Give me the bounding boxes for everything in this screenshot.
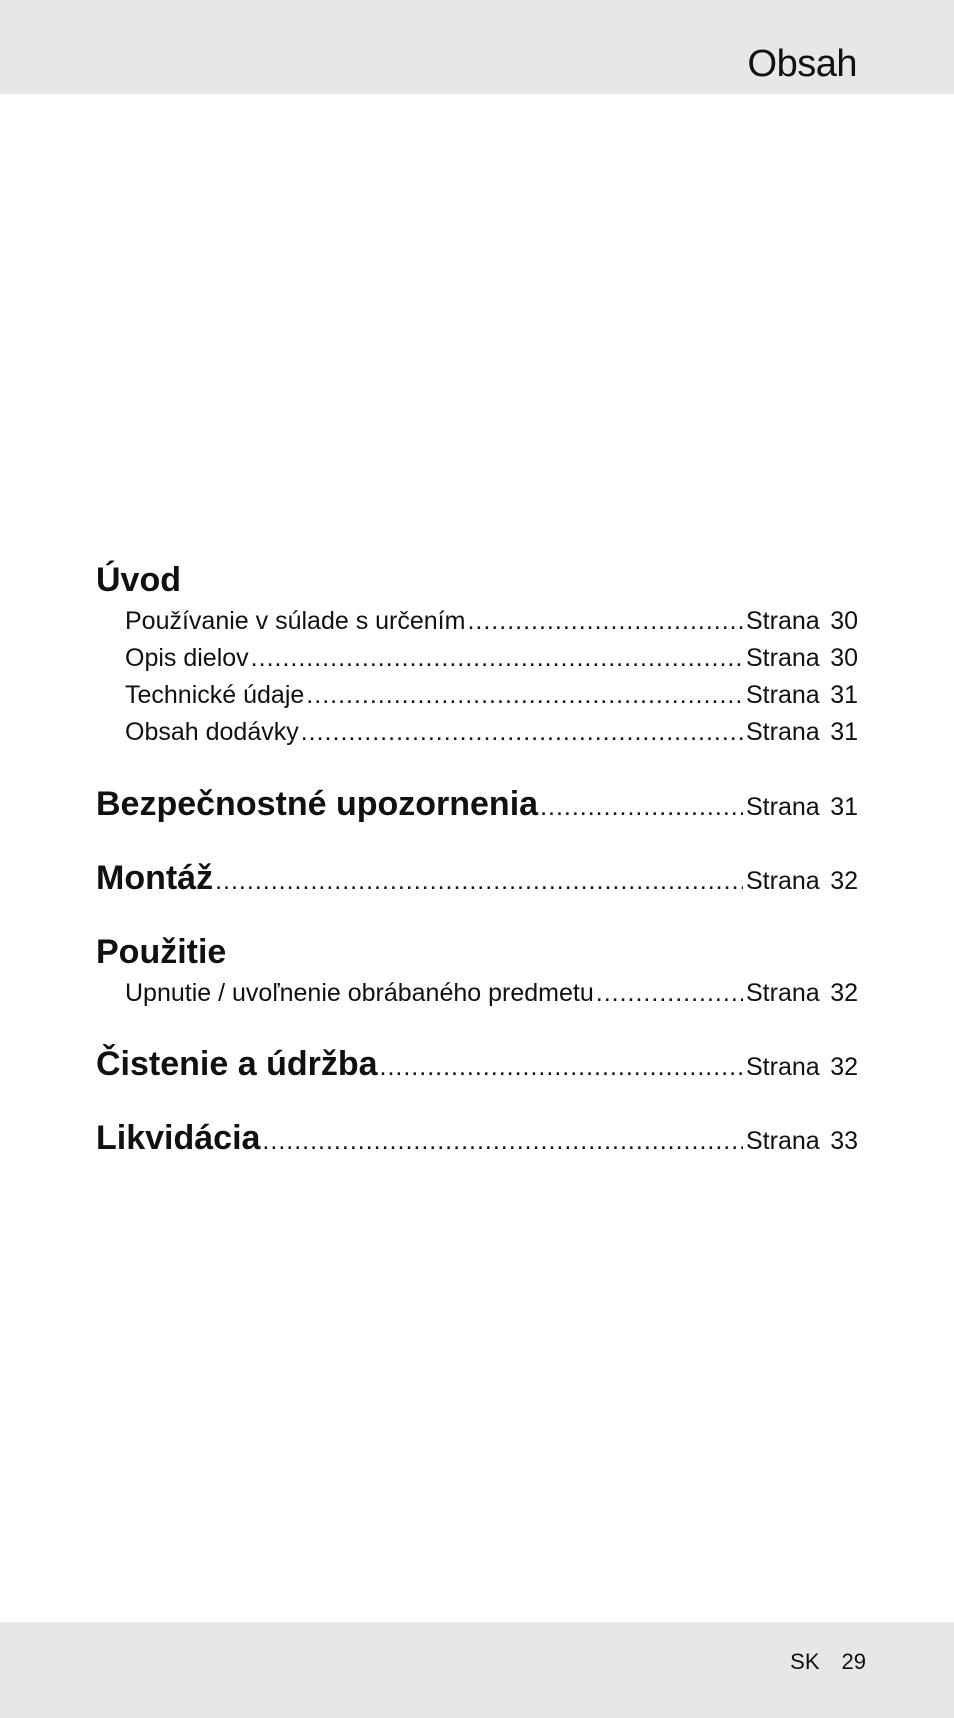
toc-entry-main[interactable] [96, 858, 858, 901]
toc-entry-page: 32 [830, 867, 858, 895]
toc-entry-label: Upnutie / uvoľnenie obrábaného predmetu [125, 979, 594, 1007]
toc-section-title: Čistenie a údržba [96, 1045, 378, 1083]
footer-language: SK [790, 1649, 820, 1674]
dot-leader [380, 1047, 743, 1087]
toc-entry[interactable] [96, 641, 858, 675]
toc-entry-page: 33 [830, 1127, 858, 1155]
toc-entry[interactable] [96, 604, 858, 638]
toc-entry-main[interactable] [96, 1044, 858, 1087]
toc-section-title-uvod: Úvod [96, 561, 181, 599]
toc-entry-page: 32 [830, 979, 858, 1007]
dot-leader [596, 976, 743, 1010]
toc-entry-strana: Strana [746, 1127, 820, 1155]
dot-leader [306, 678, 743, 712]
toc-entry-page: 32 [830, 1053, 858, 1081]
dot-leader [215, 861, 743, 901]
toc-entry-label: Používanie v súlade s určením [125, 607, 466, 635]
toc-entry-page: 31 [830, 718, 858, 746]
footer [790, 1648, 866, 1676]
toc-entry-label: Opis dielov [125, 644, 249, 672]
dot-leader [467, 604, 743, 638]
toc-entry-strana: Strana [746, 644, 820, 672]
dot-leader [301, 715, 743, 749]
toc-entry-strana: Strana [746, 867, 820, 895]
toc-entry-label: Obsah dodávky [125, 718, 299, 746]
dot-leader [262, 1121, 743, 1161]
toc-entry-strana: Strana [746, 979, 820, 1007]
toc-entry[interactable] [96, 976, 858, 1010]
toc-entry-strana: Strana [746, 607, 820, 635]
toc-entry[interactable] [96, 715, 858, 749]
toc-entry-page: 30 [830, 644, 858, 672]
toc-entry-main[interactable] [96, 1118, 858, 1161]
toc-entry-strana: Strana [746, 1053, 820, 1081]
toc-entry-page: 31 [830, 681, 858, 709]
toc-entry-strana: Strana [746, 681, 820, 709]
toc-entry-page: 30 [830, 607, 858, 635]
toc-section-title-pouzitie: Použitie [96, 933, 227, 971]
footer-page-number: 29 [841, 1649, 866, 1674]
dot-leader [251, 641, 743, 675]
toc-entry-main[interactable] [96, 784, 858, 827]
toc-entry-label: Technické údaje [125, 681, 305, 709]
toc-entry-strana: Strana [746, 793, 820, 821]
toc-section-title: Likvidácia [96, 1119, 261, 1157]
toc-entry-strana: Strana [746, 718, 820, 746]
toc-entry-page: 31 [830, 793, 858, 821]
toc-entry[interactable] [96, 678, 858, 712]
dot-leader [540, 787, 743, 827]
toc-section-title: Bezpečnostné upozornenia [96, 785, 539, 823]
page-title: Obsah [747, 43, 857, 85]
toc-section-title: Montáž [96, 859, 214, 897]
